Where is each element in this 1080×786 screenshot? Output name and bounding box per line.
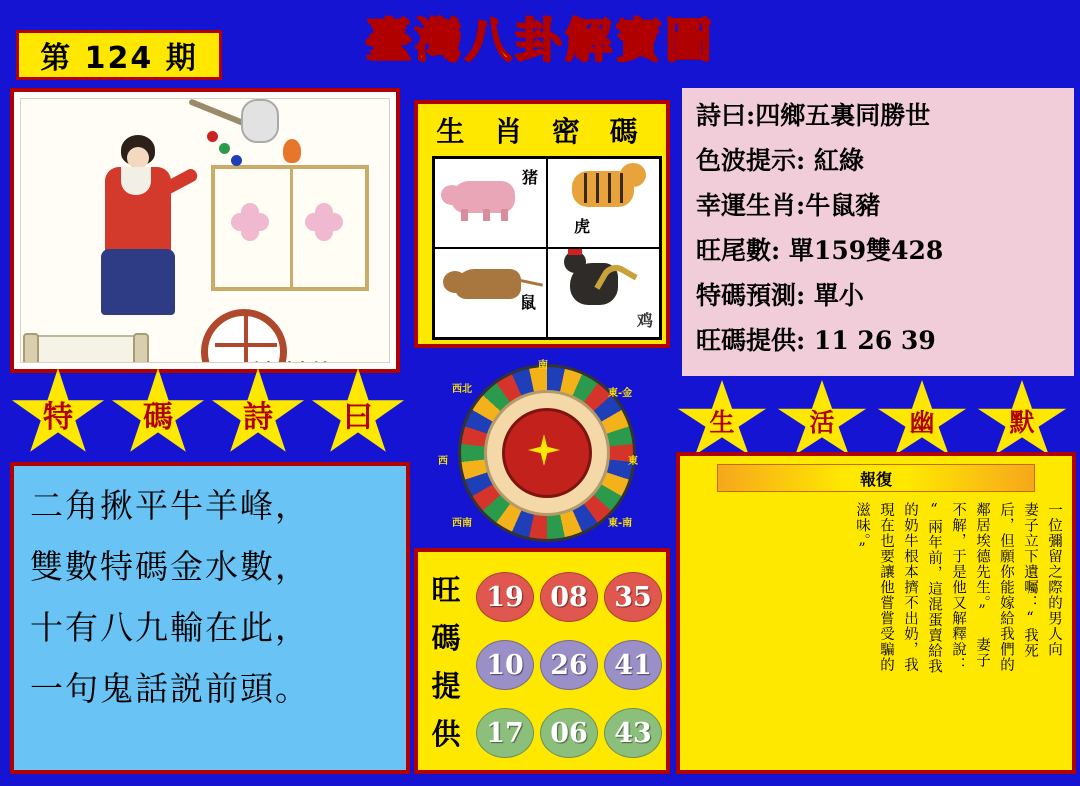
bead-icon xyxy=(219,143,230,154)
star-label: 詩 xyxy=(243,400,273,435)
bagua-label-nw: 西北 xyxy=(452,384,472,395)
humor-column: 的奶牛根本擠不出奶，我 xyxy=(902,502,918,673)
lucky-numbers-grid xyxy=(474,564,664,766)
lucky-numbers-panel xyxy=(414,548,670,774)
bagua-label-e2: 東 xyxy=(628,456,638,467)
star-badge-7 xyxy=(876,380,968,462)
poem-line-1: 二角揪平牛羊峰， xyxy=(30,486,310,525)
zodiac-label: 猪 xyxy=(521,168,538,187)
zodiac-cell-rat[interactable] xyxy=(434,248,547,338)
pig-icon xyxy=(451,181,515,213)
star-badge-8 xyxy=(976,380,1068,462)
humor-column: 現在也要讓他嘗嘗受騙的 xyxy=(878,502,894,673)
illustration-canvas xyxy=(20,98,390,363)
cart-wheel-graphic xyxy=(201,309,287,363)
number-ball: 26 xyxy=(540,640,598,690)
humor-title: 報復 xyxy=(717,464,1035,492)
poem-line-2: 雙數特碼金水數， xyxy=(30,547,310,586)
lantern-icon xyxy=(241,99,279,143)
zodiac-cell-rooster[interactable] xyxy=(547,248,660,338)
number-ball: 43 xyxy=(604,708,662,758)
bagua-label-se: 東-南 xyxy=(608,518,633,529)
number-ball: 06 xyxy=(540,708,598,758)
grass-graphic xyxy=(257,361,337,363)
bagua-label-sw: 西南 xyxy=(452,518,472,529)
star-badge-6 xyxy=(776,380,868,462)
lucky-numbers-label: 旺碼提供 xyxy=(431,573,461,751)
rat-icon xyxy=(455,269,521,299)
poem-panel xyxy=(10,462,410,774)
figure-face xyxy=(127,147,149,169)
bead-icon xyxy=(207,131,218,142)
humor-column: 滋味。” xyxy=(854,502,870,559)
page-title: 臺灣八卦解寶圖 xyxy=(365,13,715,67)
star-badge-3 xyxy=(210,368,306,460)
star-label: 生 xyxy=(709,408,735,437)
prediction-line-color: 色波提示: 紅綠 xyxy=(696,146,864,175)
number-ball: 17 xyxy=(476,708,534,758)
zodiac-label: 鼠 xyxy=(519,293,536,312)
humor-column: 妻子立下遺囑：“我死 xyxy=(1022,502,1038,659)
number-ball: 35 xyxy=(604,572,662,622)
illustration-panel xyxy=(10,88,400,373)
zodiac-cell-tiger[interactable] xyxy=(547,158,660,248)
folding-screen-graphic xyxy=(211,165,369,291)
prediction-line-special: 特碼預測: 單小 xyxy=(696,281,864,310)
number-ball: 19 xyxy=(476,572,534,622)
star-label: 默 xyxy=(1009,408,1035,437)
humor-column: 一位彌留之際的男人向 xyxy=(1046,502,1062,657)
prediction-line-zodiac: 幸運生肖:牛鼠豬 xyxy=(696,191,881,220)
prediction-line-poem: 詩曰:四鄉五裏同勝世 xyxy=(696,101,931,130)
bagua-label-w: 西 xyxy=(438,456,448,467)
humor-column: “兩年前，這混蛋賣給我 xyxy=(926,502,942,674)
star-badge-5 xyxy=(676,380,768,462)
humor-column: 后，但願你能嫁給我們的 xyxy=(998,502,1014,673)
zodiac-label: 鸡 xyxy=(636,311,653,330)
zodiac-panel-title: 生 肖 密 碼 xyxy=(436,115,648,148)
prediction-panel xyxy=(682,88,1074,376)
lady-figure-graphic xyxy=(91,129,201,319)
humor-column: 不解，于是他又解釋說： xyxy=(950,502,966,673)
star-badge-2 xyxy=(110,368,206,460)
rooster-tail xyxy=(594,259,638,303)
star-label: 碼 xyxy=(143,400,173,435)
star-band-left xyxy=(10,368,410,460)
star-label: 特 xyxy=(43,400,73,435)
bagua-label-s: 南 xyxy=(538,360,548,371)
zodiac-label: 虎 xyxy=(574,217,591,236)
bead-icon xyxy=(231,155,242,166)
zodiac-cell-pig[interactable] xyxy=(434,158,547,248)
zodiac-grid xyxy=(432,156,662,340)
zodiac-code-panel xyxy=(414,100,670,348)
star-label: 曰 xyxy=(343,400,373,435)
prediction-line-numbers: 旺碼提供: 11 26 39 xyxy=(696,326,936,355)
prediction-line-tails: 旺尾數: 單159雙428 xyxy=(696,236,944,265)
flower-motif-icon xyxy=(237,209,263,235)
figure-skirt xyxy=(101,249,175,315)
rooster-icon xyxy=(570,263,618,305)
humor-column: 鄰居埃德先生。” 妻子 xyxy=(974,502,990,669)
star-badge-4 xyxy=(310,368,406,460)
flower-motif-icon xyxy=(311,209,337,235)
star-badge-1 xyxy=(10,368,106,460)
bagua-compass xyxy=(432,356,654,556)
humor-panel xyxy=(676,452,1076,774)
poem-line-4: 一句鬼話説前頭。 xyxy=(30,669,310,708)
number-ball: 08 xyxy=(540,572,598,622)
tiger-icon xyxy=(572,171,634,207)
figure-collar xyxy=(121,167,151,195)
poem-line-3: 十有八九輸在此， xyxy=(30,608,310,647)
star-band-right xyxy=(676,380,1076,462)
scroll-graphic xyxy=(29,335,143,363)
flame-icon xyxy=(283,139,301,163)
number-ball: 10 xyxy=(476,640,534,690)
humor-body xyxy=(688,502,1064,764)
issue-badge: 第 124 期 xyxy=(16,30,222,80)
star-label: 幽 xyxy=(909,408,935,437)
star-label: 活 xyxy=(809,408,835,437)
number-ball: 41 xyxy=(604,640,662,690)
bagua-label-e: 東-金 xyxy=(608,388,633,399)
